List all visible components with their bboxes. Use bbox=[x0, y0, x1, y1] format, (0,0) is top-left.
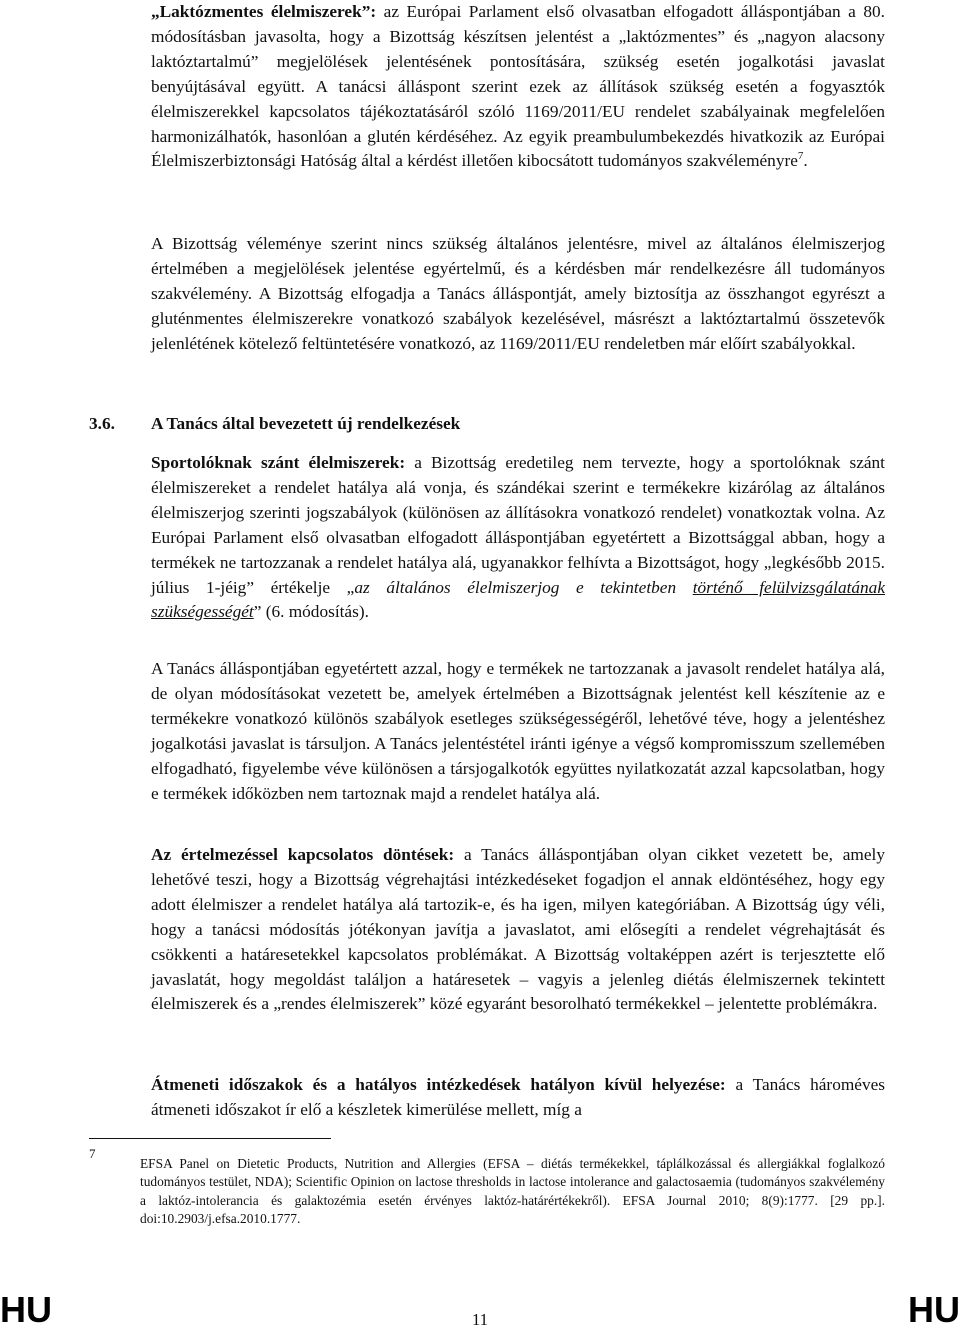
page-number: 11 bbox=[471, 1310, 489, 1329]
paragraph-body: a Bizottság eredetileg nem tervezte, hogy a sportolóknak szánt élelmiszereket a rendelet hatálya alá vonja, és szándékai szerint e termékekre kizárólag az általános élelmiszerjog szerinti jogszabályok (különösen az állításokra vonatkozó rendelet) vonatkoztak volna. Az Európai Parlament első olvasatban elfogadott álláspontjában egyetértett a Bizottsággal abban, hogy a termékek ne tartozzanak a rendelet hatálya alá, ugyanakkor felhívta a Bizottságot, hogy „legkésőbb 2015. július 1-jéig” értékelje „ bbox=[151, 453, 885, 597]
paragraph-tail: . bbox=[803, 151, 808, 171]
paragraph-lead: Sportolóknak szánt élelmiszerek: bbox=[151, 453, 406, 472]
paragraph-body: az Európai Parlament első olvasatban elfogadott álláspontjában a 80. módosításban javasolta, hogy a Bizottság készítsen jelentést a „laktózmentes” és „nagyon alacsony laktóztartalmú” megjelölések jelentésének pontosítására, szükség esetén jogalkotási javaslat benyújtásával együtt. A tanácsi álláspont szerint ezek az állítások szükség esetén a fogyasztók élelmiszerekkel kapcsolatos tájékoztatásáról szóló 1169/2011/EU rendelet szabályainak megfelelően harmonizálhatók, hasonlóan a glutén kérdéséhez. Az egyik preambulumbekezdés hivatkozik az Európai Élelmiszerbiztonsági Hatóság által a kérdést illetően kibocsátott tudományos szakvéleményre bbox=[151, 2, 885, 171]
paragraph-sports-food bbox=[151, 451, 885, 625]
footnote-reference[interactable]: 7 bbox=[797, 150, 804, 163]
footnote-number: 7 bbox=[89, 1146, 96, 1161]
paragraph-italic-quote: az általános élelmiszerjog e tekintetben bbox=[354, 577, 693, 597]
paragraph-tail: ” (6. módosítás). bbox=[253, 602, 369, 622]
section-number: 3.6. bbox=[89, 414, 115, 433]
paragraph-lead: Az értelmezéssel kapcsolatos döntések: bbox=[151, 845, 455, 864]
paragraph-lead: „Laktózmentes élelmiszerek”: bbox=[151, 2, 377, 21]
section-title: A Tanács által bevezetett új rendelkezések bbox=[151, 414, 461, 433]
paragraph-body: a Tanács hároméves átmeneti időszakot ír elő a készletek kimerülése mellett, míg a bbox=[151, 1075, 885, 1119]
paragraph-council-position: A Tanács álláspontjában egyetértett azzal, hogy e termékek ne tartozzanak a javasolt rendelet hatálya alá, de olyan módosításokat vezetett be, amelyek értelmében a Bizottságnak jelentést kell készítenie az e termékekre vonatkozó különös szabályok esetleges szükségességéről, lehetővé téve, hogy a jelentéshez jogalkotási javaslat is társuljon. A Tanács jelentéstétel iránti igénye a végső kompromisszum szellemében elfogadható, figyelembe véve különösen a társjogalkotók együttes nyilatkozatát azzal kapcsolatban, hogy e termékek időközben nem tartoznak majd a rendelet hatálya alá. bbox=[151, 659, 885, 803]
language-code-right: HU bbox=[908, 1289, 960, 1330]
footnote-separator bbox=[89, 1138, 331, 1139]
paragraph-italic-underlined-quote: történő felülvizsgálatának szükségességét bbox=[151, 577, 885, 622]
language-code-left: HU bbox=[0, 1289, 52, 1330]
paragraph-transition-periods bbox=[151, 1073, 885, 1123]
footnote-text: EFSA Panel on Dietetic Products, Nutrition and Allergies (EFSA – diétás termékekkel, táplálkozással és allergiákkal foglalkozó tudományos testület, NDA); Scientific Opinion on lactose thresholds in lactose intolerance and galactosaemia (tudományos szakvélemény a laktóz-intolerancia és galaktozémia esetén érvényes laktóz-határértékekről). EFSA Journal 2010; 8(9):1777. [29 pp.]. doi:10.2903/j.efsa.2010.1777. bbox=[140, 1156, 885, 1227]
paragraph-interpretation bbox=[151, 843, 885, 1017]
paragraph-lead: Átmeneti időszakok és a hatályos intézkedések hatályon kívül helyezése: bbox=[151, 1075, 726, 1094]
paragraph-commission-view: A Bizottság véleménye szerint nincs szükség általános jelentésre, mivel az általános élelmiszerjog értelmében a megjelölések jelentése egyértelmű, és a kérdésben már rendelkezésre áll tudományos szakvélemény. A Bizottság elfogadja a Tanács álláspontját, amely biztosítja az összhangot egyrészt a gluténmentes élelmiszerekre vonatkozó szabályok kezelésével, másrészt a laktóztartalmú összetevők jelenlétének kötelező feltüntetésére vonatkozó, az 1169/2011/EU rendeletben már előírt szabályokkal. bbox=[151, 234, 885, 353]
paragraph-lactose-free bbox=[151, 0, 885, 174]
paragraph-body: a Tanács álláspontjában olyan cikket vezetett be, amely lehetővé teszi, hogy a Bizottság végrehajtási intézkedéseket fogadjon el annak eldöntéséhez, hogy egy adott élelmiszer a rendelet hatálya alá tartozik-e, és ha igen, milyen kategóriában. A Bizottság úgy véli, hogy a tanácsi módosítás jótékonyan javítja a javaslatot, ami elősegíti a rendelet végrehajtását és csökkenti a határesetekkel kapcsolatos problémákat. A Bizottság voltaképpen azért is terjesztette elő javaslatát, hogy megoldást találjon a határesetek – vagyis a jelenleg diétás élelmiszernek tekintett élelmiszerek és a „rendes élelmiszerek” közé egyaránt besorolható termékekkel – jelentette problémákra. bbox=[151, 845, 885, 1014]
